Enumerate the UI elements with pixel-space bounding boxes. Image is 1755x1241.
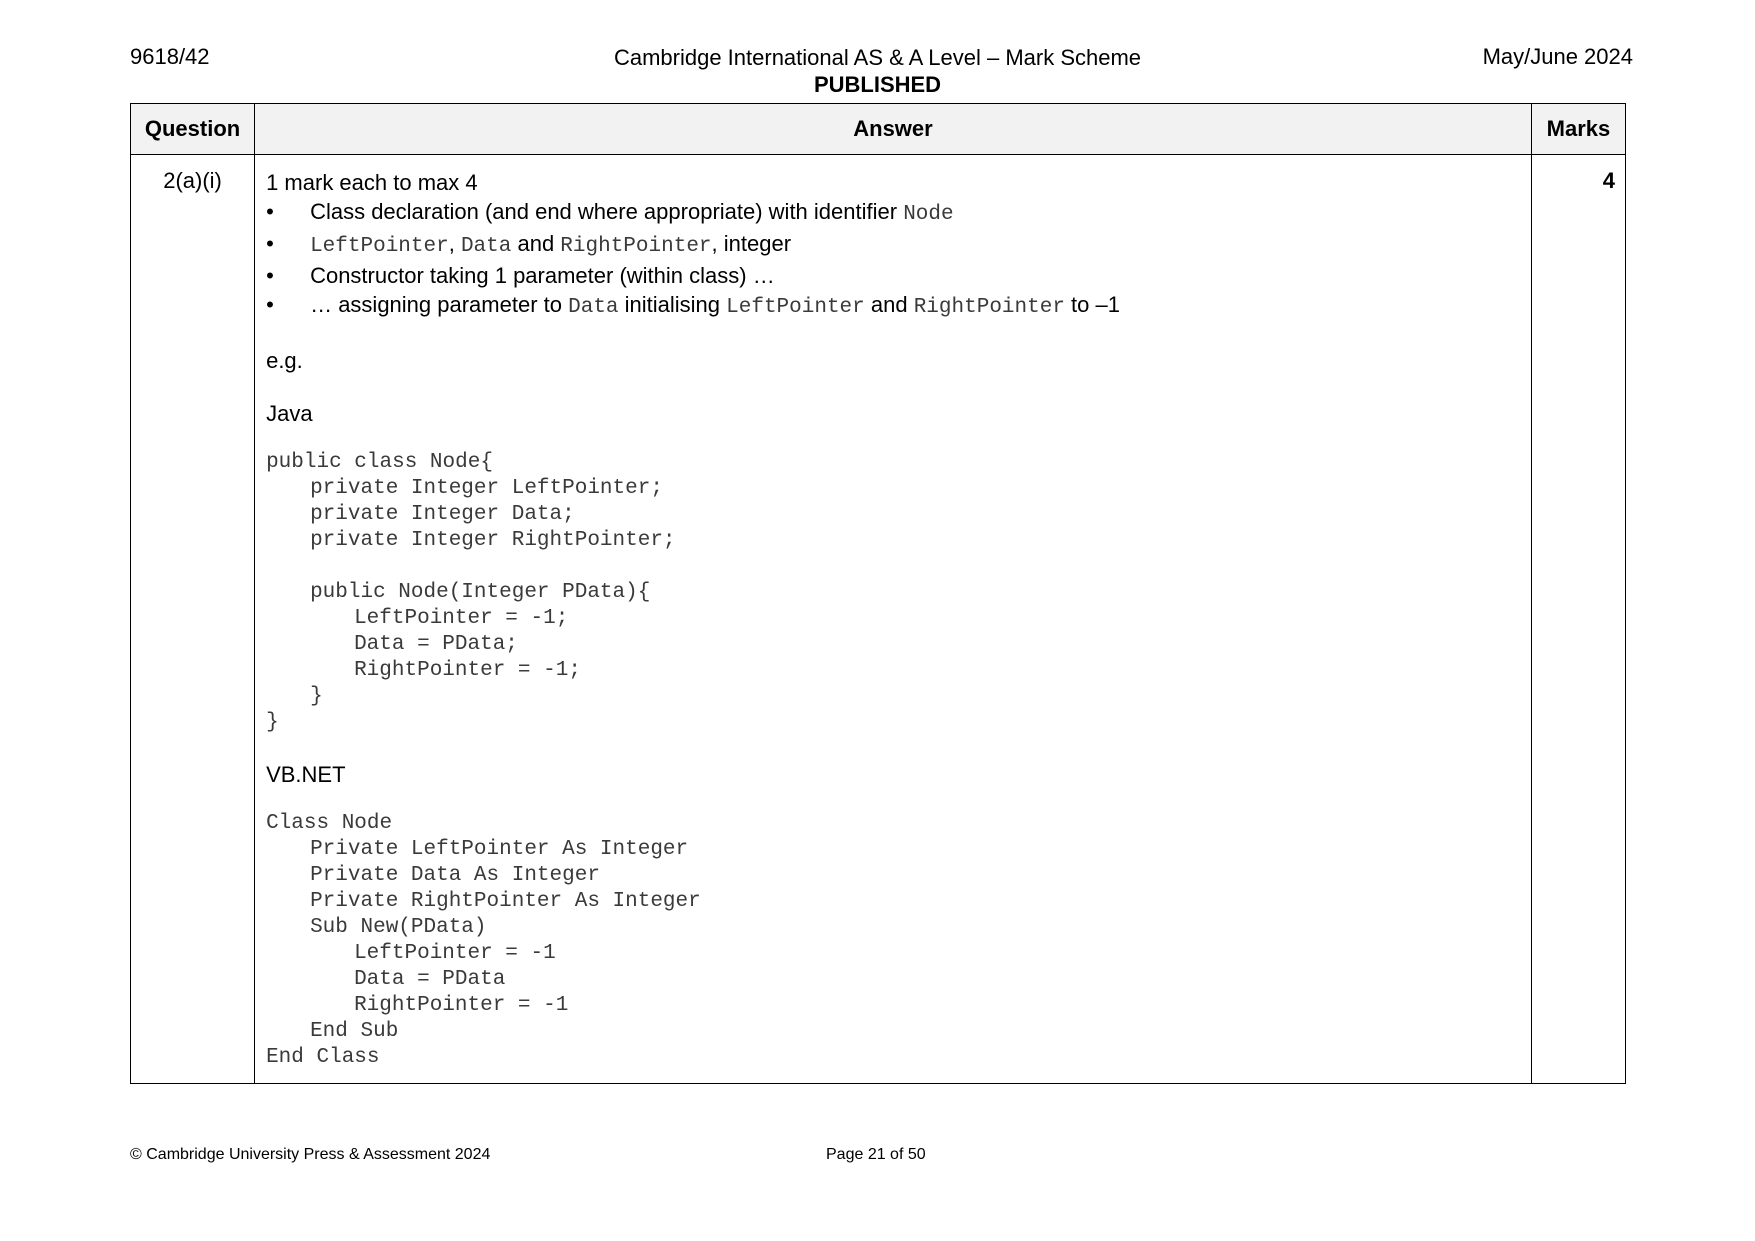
code-line: Private RightPointer As Integer <box>310 890 701 913</box>
java-label: Java <box>266 401 313 426</box>
vbnet-label: VB.NET <box>266 762 346 787</box>
copyright-notice: © Cambridge University Press & Assessment 2024 <box>130 1146 491 1163</box>
code-identifier: LeftPointer <box>726 296 865 319</box>
code-identifier: Data <box>460 235 512 258</box>
marking-point-text: and <box>864 292 914 317</box>
marks-value: 4 <box>1531 155 1625 1084</box>
question-number: 2(a)(i) <box>131 155 255 1084</box>
marking-point-3 <box>266 261 1521 290</box>
code-line: public class Node{ <box>266 451 493 474</box>
code-line: private Integer RightPointer; <box>310 529 676 552</box>
marking-point-text: and <box>511 231 561 256</box>
code-line: End Class <box>266 1046 380 1069</box>
code-identifier: RightPointer <box>913 296 1065 319</box>
code-identifier: Data <box>568 296 619 319</box>
code-line: LeftPointer = -1; <box>354 607 569 630</box>
marking-instruction: 1 mark each to max 4 <box>266 170 478 195</box>
code-identifier: RightPointer <box>560 235 712 258</box>
code-line: Class Node <box>266 812 393 835</box>
marking-point-text: Constructor taking 1 parameter (within class) … <box>310 263 775 288</box>
marking-point-text: Class declaration (and end where appropriate) with identifier <box>310 199 904 224</box>
answer-column-header: Answer <box>255 104 1532 155</box>
code-line: } <box>266 711 279 734</box>
code-line: Private Data As Integer <box>310 864 600 887</box>
marking-point-text: initialising <box>618 292 727 317</box>
code-identifier: LeftPointer <box>310 235 449 258</box>
code-line: private Integer Data; <box>310 503 575 526</box>
marking-point-4 <box>266 290 1521 322</box>
table-header-row <box>131 104 1626 155</box>
code-line: RightPointer = -1 <box>354 994 569 1017</box>
answer-cell <box>255 155 1532 1084</box>
mark-scheme-table <box>130 103 1626 1084</box>
marking-point-text: … assigning parameter to <box>310 292 569 317</box>
question-column-header: Question <box>131 104 255 155</box>
marks-column-header: Marks <box>1531 104 1625 155</box>
code-line: Data = PData <box>354 968 506 991</box>
vbnet-code-block <box>266 811 1521 1071</box>
paper-code: 9618/42 <box>130 44 210 69</box>
example-label: e.g. <box>266 348 303 373</box>
code-line: RightPointer = -1; <box>354 659 581 682</box>
code-line <box>266 554 1521 580</box>
code-line: End Sub <box>310 1020 399 1043</box>
code-line: Private LeftPointer As Integer <box>310 838 689 861</box>
code-line: Data = PData; <box>354 633 518 656</box>
published-label: PUBLISHED <box>813 72 942 97</box>
marking-point-text: to –1 <box>1064 292 1120 317</box>
marking-point-1 <box>266 197 1521 229</box>
marking-point-text: , <box>448 231 461 256</box>
code-line: Sub New(PData) <box>310 916 487 939</box>
exam-session: May/June 2024 <box>1482 44 1633 69</box>
marking-point-2 <box>266 229 1521 261</box>
document-title: Cambridge International AS & A Level – Mark Scheme <box>613 45 1142 70</box>
code-line: } <box>310 685 323 708</box>
code-line: public Node(Integer PData){ <box>310 581 651 604</box>
page-number: Page 21 of 50 <box>826 1146 926 1163</box>
marking-points <box>266 197 1521 322</box>
java-code-block <box>266 450 1521 736</box>
code-identifier: Node <box>903 203 954 226</box>
code-line: private Integer LeftPointer; <box>310 477 663 500</box>
marking-point-text: , integer <box>711 231 792 256</box>
code-line: LeftPointer = -1 <box>354 942 556 965</box>
table-row <box>131 155 1626 1084</box>
